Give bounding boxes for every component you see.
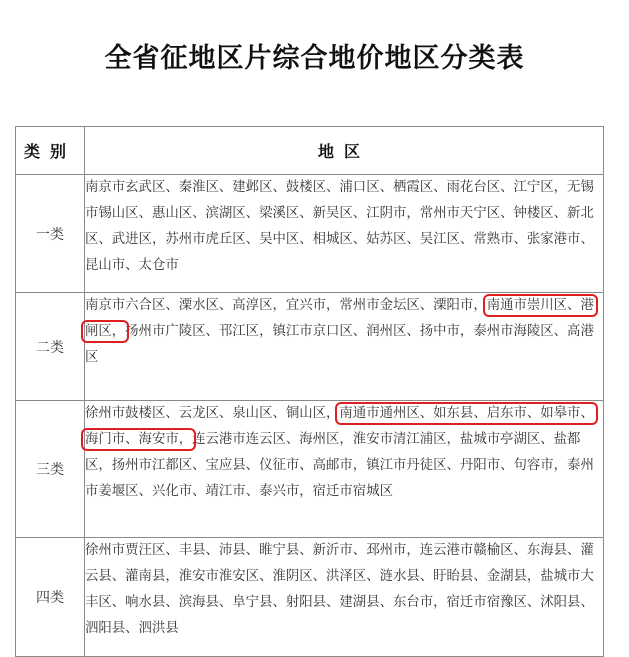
areas-text: 徐州市鼓楼区、云龙区、泉山区、铜山区， xyxy=(85,406,340,421)
areas-cell xyxy=(85,538,604,657)
areas-text: 南京市玄武区、秦淮区、建邺区、鼓楼区、浦口区、栖霞区、雨花台区、江宁区，无锡市锡山区、惠山区、滨湖区、梁溪区、新吴区、江阴市，常州市天宁区、钟楼区、新北区、武进区，苏州市虎丘区、吴中区、相城区、姑苏区、吴江区、常熟市、张家港市、昆山市、太仓市 xyxy=(85,180,594,273)
category-cell: 二类 xyxy=(16,293,85,401)
areas-text: 扬州市广陵区、邗江区，镇江市京口区、润州区、扬中市，泰州市海陵区、高港区 xyxy=(85,324,594,365)
header-region: 地区 xyxy=(85,127,604,175)
region-classification-table xyxy=(15,126,604,657)
areas-cell xyxy=(85,175,604,293)
highlighted-areas-text: 南通市通州区、如东县、启东市、如皋市、海门市、海安市， xyxy=(85,406,594,447)
table-row xyxy=(16,175,604,293)
areas-text: 徐州市贾汪区、丰县、沛县、睢宁县、新沂市、邳州市，连云港市赣榆区、东海县、灌云县、灌南县，淮安市淮安区、淮阴区、洪泽区、涟水县、盱眙县、金湖县，盐城市大丰区、响水县、滨海县、阜宁县、射阳县、建湖县、东台市，宿迁市宿豫区、沭阳县、泗阳县、泗洪县 xyxy=(85,543,594,636)
category-cell: 四类 xyxy=(16,538,85,657)
areas-cell xyxy=(85,401,604,538)
category-cell: 一类 xyxy=(16,175,85,293)
highlighted-areas-text: 南通市崇川区、港闸区， xyxy=(85,298,594,339)
table-row xyxy=(16,401,604,538)
header-category: 类别 xyxy=(16,127,85,175)
table-row xyxy=(16,293,604,401)
areas-text: 南京市六合区、溧水区、高淳区，宜兴市，常州市金坛区、溧阳市， xyxy=(85,298,487,313)
category-cell: 三类 xyxy=(16,401,85,538)
table-header-row xyxy=(16,127,604,175)
areas-cell xyxy=(85,293,604,401)
document-title: 全省征地区片综合地价地区分类表 xyxy=(104,43,525,74)
areas-text: 连云港市连云区、海州区，淮安市清江浦区，盐城市亭湖区、盐都区，扬州市江都区、宝应县、仪征市、高邮市，镇江市丹徒区、丹阳市、句容市，泰州市姜堰区、兴化市、靖江市、泰兴市，宿迁市宿城区 xyxy=(85,432,594,499)
table-row xyxy=(16,538,604,657)
